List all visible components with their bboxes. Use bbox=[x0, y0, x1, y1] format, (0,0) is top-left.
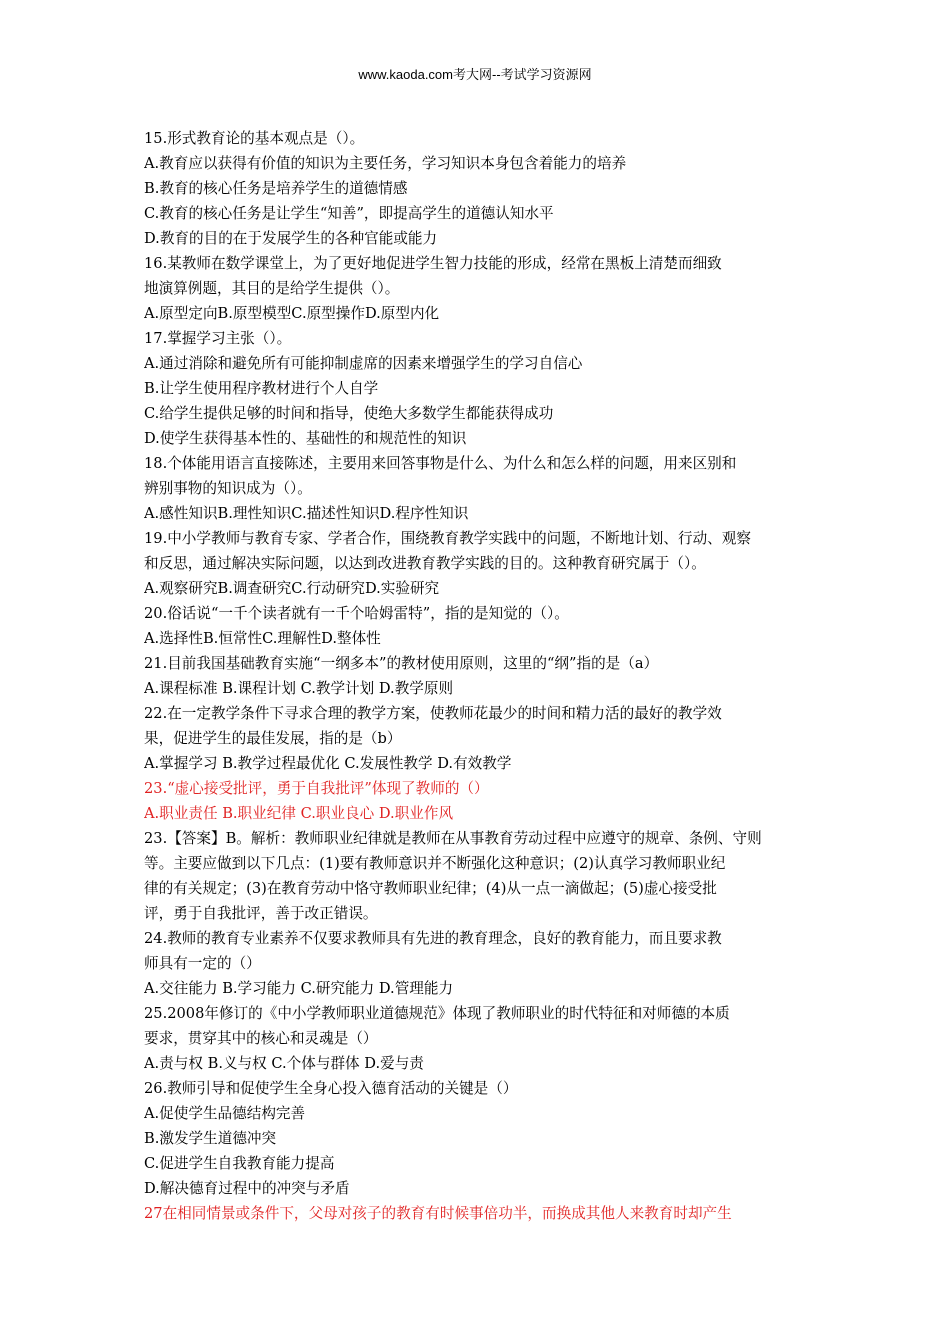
text-line: A.感性知识B.理性知识C.描述性知识D.程序性知识 bbox=[144, 505, 469, 522]
text-line: D.解决德育过程中的冲突与矛盾 bbox=[144, 1180, 350, 1197]
text-line: 18.个体能用语言直接陈述，主要用来回答事物是什么、为什么和怎么样的问题，用来区别和 bbox=[144, 455, 737, 472]
text-line: 16.某教师在数学课堂上，为了更好地促进学生智力技能的形成，经常在黑板上清楚而细致 bbox=[144, 255, 722, 272]
text-line: A.交往能力 B.学习能力 C.研究能力 D.管理能力 bbox=[144, 980, 454, 997]
text-line: 辨别事物的知识成为（）。 bbox=[144, 480, 312, 497]
text-line: C.给学生提供足够的时间和指导，使绝大多数学生都能获得成功 bbox=[144, 405, 554, 422]
text-line: A.课程标准 B.课程计划 C.教学计划 D.教学原则 bbox=[144, 680, 454, 697]
text-line: A.选择性B.恒常性C.理解性D.整体性 bbox=[144, 630, 381, 647]
document-body bbox=[144, 126, 814, 1226]
text-line: 26.教师引导和促使学生全身心投入德育活动的关键是（） bbox=[144, 1080, 518, 1097]
text-line: A.原型定向B.原型模型C.原型操作D.原型内化 bbox=[144, 305, 440, 322]
text-line: 等。主要应做到以下几点：(1)要有教师意识并不断强化这种意识；(2)认真学习教师职业纪 bbox=[144, 855, 726, 872]
text-line: 23.“虚心接受批评，勇于自我批评”体现了教师的（） bbox=[144, 780, 489, 797]
text-line: 果，促进学生的最佳发展，指的是（b） bbox=[144, 730, 402, 747]
text-line: A.教育应以获得有价值的知识为主要任务，学习知识本身包含着能力的培养 bbox=[144, 155, 627, 172]
text-line: A.促使学生品德结构完善 bbox=[144, 1105, 306, 1122]
text-line: A.职业责任 B.职业纪律 C.职业良心 D.职业作风 bbox=[144, 805, 454, 822]
text-line: 19.中小学教师与教育专家、学者合作，围绕教育教学实践中的问题，不断地计划、行动、观察 bbox=[144, 530, 751, 547]
text-line: 27在相同情景或条件下，父母对孩子的教育有时候事倍功半，而换成其他人来教育时却产生 bbox=[144, 1205, 732, 1222]
text-line: 师具有一定的（） bbox=[144, 955, 261, 972]
text-line: B.教育的核心任务是培养学生的道德情感 bbox=[144, 180, 408, 197]
text-line: 地演算例题，其目的是给学生提供（）。 bbox=[144, 280, 400, 297]
text-line: 22.在一定教学条件下寻求合理的教学方案，使教师花最少的时间和精力活的最好的教学效 bbox=[144, 705, 722, 722]
text-line: C.促进学生自我教育能力提高 bbox=[144, 1155, 335, 1172]
text-line: A.责与权 B.义与权 C.个体与群体 D.爱与责 bbox=[144, 1055, 424, 1072]
text-line: 和反思，通过解决实际问题，以达到改进教育教学实践的目的。这种教育研究属于（）。 bbox=[144, 555, 706, 572]
text-line: A.观察研究B.调查研究C.行动研究D.实验研究 bbox=[144, 580, 440, 597]
text-line: 要求，贯穿其中的核心和灵魂是（） bbox=[144, 1030, 378, 1047]
text-line: C.教育的核心任务是让学生“知善”，即提高学生的道德认知水平 bbox=[144, 205, 554, 222]
text-line: 评，勇于自我批评，善于改正错误。 bbox=[144, 905, 378, 922]
text-line: A.掌握学习 B.教学过程最优化 C.发展性教学 D.有效教学 bbox=[144, 755, 512, 772]
text-line: 17.掌握学习主张（）。 bbox=[144, 330, 292, 347]
text-line: D.使学生获得基本性的、基础性的和规范性的知识 bbox=[144, 430, 467, 447]
text-line: 24.教师的教育专业素养不仅要求教师具有先进的教育理念，良好的教育能力，而且要求教 bbox=[144, 930, 722, 947]
text-line: 21.目前我国基础教育实施“一纲多本”的教材使用原则，这里的“纲”指的是（a） bbox=[144, 655, 659, 672]
page-header: www.kaoda.com考大网--考试学习资源网 bbox=[358, 67, 592, 82]
text-line: B.激发学生道德冲突 bbox=[144, 1130, 277, 1147]
text-line: 15.形式教育论的基本观点是（）。 bbox=[144, 130, 365, 147]
text-line: D.教育的目的在于发展学生的各种官能或能力 bbox=[144, 230, 438, 247]
text-line: 20.俗话说“一千个读者就有一千个哈姆雷特”，指的是知觉的（）。 bbox=[144, 605, 569, 622]
text-line: 25.2008年修订的《中小学教师职业道德规范》体现了教师职业的时代特征和对师德的本质 bbox=[144, 1005, 730, 1022]
text-line: A.通过消除和避免所有可能抑制虚席的因素来增强学生的学习自信心 bbox=[144, 355, 583, 372]
text-line: B.让学生使用程序教材进行个人自学 bbox=[144, 380, 379, 397]
text-line: 律的有关规定；(3)在教育劳动中恪守教师职业纪律；(4)从一点一滴做起；(5)虚心接受批 bbox=[144, 880, 717, 897]
text-line: 23.【答案】B。解析：教师职业纪律就是教师在从事教育劳动过程中应遵守的规章、条例、守则 bbox=[144, 830, 762, 847]
